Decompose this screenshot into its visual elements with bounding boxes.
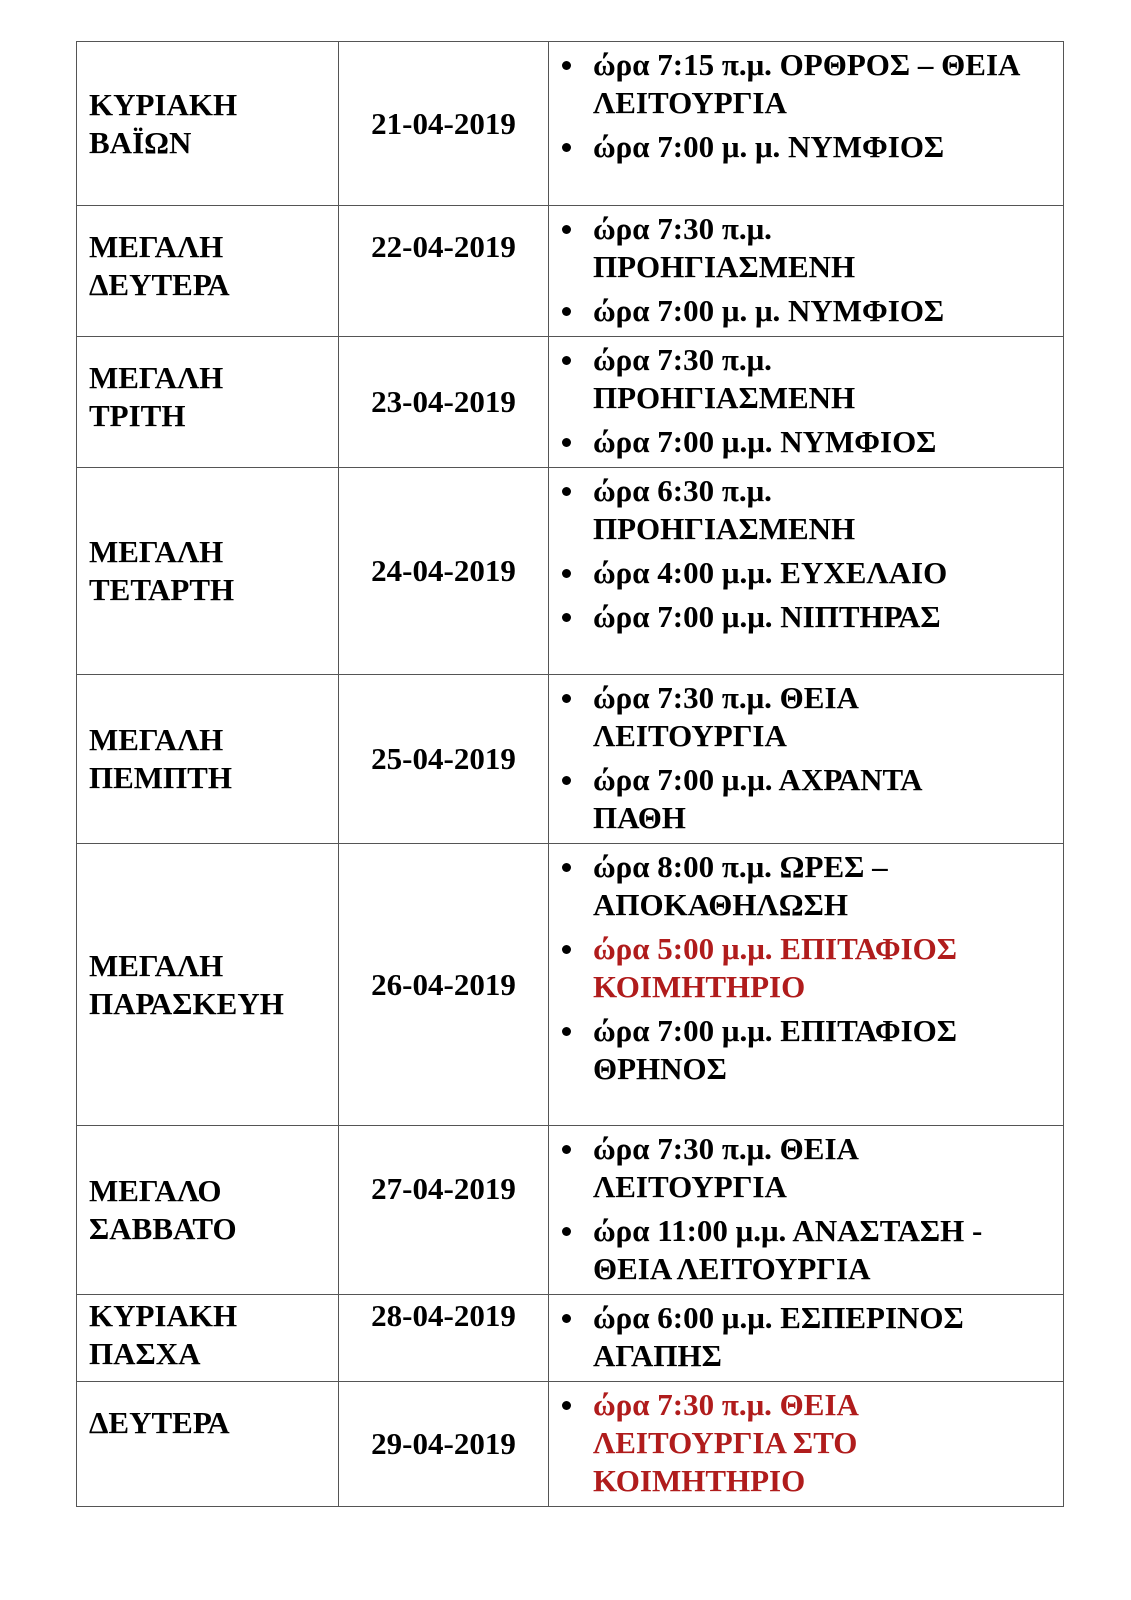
day-cell [77,1126,339,1295]
date-text: 21-04-2019 [371,105,516,141]
events-list [553,1299,1057,1375]
date-cell [339,1382,549,1507]
event-text: ώρα 5:00 μ.μ. ΕΠΙΤΑΦΙΟΣ ΚΟΙΜΗΤΗΡΙΟ [593,931,958,1004]
events-cell [549,844,1064,1126]
schedule-row [77,468,1064,675]
bullet-icon [562,61,571,70]
bullet-icon [562,1145,571,1154]
bullet-icon [562,569,571,578]
holy-week-schedule-table [76,41,1064,1507]
event-text: ώρα 6:30 π.μ. ΠΡΟΗΓΙΑΣΜΕΝΗ [593,473,856,546]
bullet-icon [562,613,571,622]
event-text: ώρα 6:00 μ.μ. ΕΣΠΕΡΙΝΟΣ ΑΓΑΠΗΣ [593,1300,964,1373]
day-name: ΜΕΓΑΛΗ ΠΕΜΠΤΗ [89,722,232,795]
day-cell [77,42,339,206]
date-cell [339,206,549,337]
day-cell [77,844,339,1126]
day-name: ΚΥΡΙΑΚΗ ΠΑΣΧΑ [89,1298,238,1371]
bullet-icon [562,863,571,872]
events-list [553,341,1057,461]
event-text: ώρα 7:00 μ.μ. ΝΥΜΦΙΟΣ [593,424,937,459]
event-item [553,554,1057,592]
date-cell [339,844,549,1126]
schedule-row [77,337,1064,468]
date-text: 25-04-2019 [371,741,516,776]
bullet-icon [562,487,571,496]
bullet-icon [562,438,571,447]
bullet-icon [562,143,571,152]
bullet-icon [562,945,571,954]
date-text: 26-04-2019 [371,966,516,1002]
day-cell [77,206,339,337]
event-text: ώρα 11:00 μ.μ. ΑΝΑΣΤΑΣΗ - ΘΕΙΑ ΛΕΙΤΟΥΡΓΙΑ [593,1213,983,1286]
event-text: ώρα 7:00 μ.μ. ΕΠΙΤΑΦΙΟΣ ΘΡΗΝΟΣ [593,1013,958,1086]
bullet-icon [562,694,571,703]
events-list [553,46,1057,166]
event-item [553,472,1057,548]
schedule-row [77,206,1064,337]
date-text: 23-04-2019 [371,384,516,419]
schedule-row [77,844,1064,1126]
bullet-icon [562,776,571,785]
bullet-icon [562,1314,571,1323]
day-cell [77,675,339,844]
day-name: ΚΥΡΙΑΚΗ ΒΑΪΩΝ [89,86,238,160]
date-cell [339,337,549,468]
events-cell [549,42,1064,206]
date-cell [339,675,549,844]
event-text: ώρα 7:30 π.μ. ΠΡΟΗΓΙΑΣΜΕΝΗ [593,211,856,284]
day-name: ΔΕΥΤΕΡΑ [89,1405,230,1440]
day-name: ΜΕΓΑΛΗ ΠΑΡΑΣΚΕΥΗ [89,947,284,1021]
events-cell [549,675,1064,844]
schedule-row [77,1295,1064,1382]
event-item [553,1130,1057,1206]
event-text: ώρα 7:00 μ. μ. ΝΥΜΦΙΟΣ [593,293,945,328]
event-item-highlighted [553,1386,1057,1500]
events-list [553,1386,1057,1500]
date-cell [339,468,549,675]
day-cell [77,337,339,468]
event-item [553,292,1057,330]
event-item-highlighted [553,930,1057,1006]
event-item [553,598,1057,636]
event-item [553,341,1057,417]
event-item [553,848,1057,924]
events-cell [549,206,1064,337]
day-name: ΜΕΓΑΛΗ ΔΕΥΤΕΡΑ [89,229,230,302]
bullet-icon [562,307,571,316]
event-text: ώρα 7:30 π.μ. ΘΕΙΑ ΛΕΙΤΟΥΡΓΙΑ [593,680,858,753]
bullet-icon [562,1027,571,1036]
day-name: ΜΕΓΑΛΗ ΤΕΤΑΡΤΗ [89,534,235,607]
schedule-row [77,1382,1064,1507]
date-text: 24-04-2019 [371,553,516,588]
day-cell [77,1382,339,1507]
events-list [553,472,1057,636]
day-name: ΜΕΓΑΛΗ ΤΡΙΤΗ [89,360,224,433]
event-item [553,46,1057,122]
event-item [553,1012,1057,1088]
day-cell [77,468,339,675]
events-list [553,1130,1057,1288]
events-cell [549,1295,1064,1382]
schedule-row [77,675,1064,844]
event-text: ώρα 7:30 π.μ. ΠΡΟΗΓΙΑΣΜΕΝΗ [593,342,856,415]
event-item [553,210,1057,286]
bullet-icon [562,1401,571,1410]
date-text: 27-04-2019 [371,1171,516,1206]
event-item [553,1212,1057,1288]
event-text: ώρα 4:00 μ.μ. ΕΥΧΕΛΑΙΟ [593,555,948,590]
bullet-icon [562,356,571,365]
event-text: ώρα 7:00 μ.μ. ΝΙΠΤΗΡΑΣ [593,599,941,634]
events-list [553,210,1057,330]
event-item [553,679,1057,755]
event-text: ώρα 7:00 μ. μ. ΝΥΜΦΙΟΣ [593,129,945,164]
events-list [553,848,1057,1088]
date-cell [339,1295,549,1382]
event-text: ώρα 7:00 μ.μ. ΑΧΡΑΝΤΑ ΠΑΘΗ [593,762,921,835]
event-text: ώρα 7:30 π.μ. ΘΕΙΑ ΛΕΙΤΟΥΡΓΙΑ [593,1131,858,1204]
event-item [553,423,1057,461]
date-text: 28-04-2019 [371,1298,516,1333]
event-text: ώρα 8:00 π.μ. ΩΡΕΣ – ΑΠΟΚΑΘΗΛΩΣΗ [593,849,888,922]
day-name: ΜΕΓΑΛΟ ΣΑΒΒΑΤΟ [89,1173,237,1246]
events-cell [549,468,1064,675]
bullet-icon [562,1227,571,1236]
date-text: 22-04-2019 [371,229,516,264]
event-text: ώρα 7:30 π.μ. ΘΕΙΑ ΛΕΙΤΟΥΡΓΙΑ ΣΤΟ ΚΟΙΜΗΤΗΡΙΟ [593,1387,858,1498]
event-text: ώρα 7:15 π.μ. ΟΡΘΡΟΣ – ΘΕΙΑ ΛΕΙΤΟΥΡΓΙΑ [593,47,1019,120]
date-text: 29-04-2019 [371,1426,516,1461]
event-item [553,128,1057,166]
schedule-row [77,42,1064,206]
date-cell [339,1126,549,1295]
date-cell [339,42,549,206]
bullet-icon [562,225,571,234]
event-item [553,1299,1057,1375]
schedule-row [77,1126,1064,1295]
events-cell [549,1126,1064,1295]
event-item [553,761,1057,837]
events-cell [549,1382,1064,1507]
events-cell [549,337,1064,468]
day-cell [77,1295,339,1382]
events-list [553,679,1057,837]
